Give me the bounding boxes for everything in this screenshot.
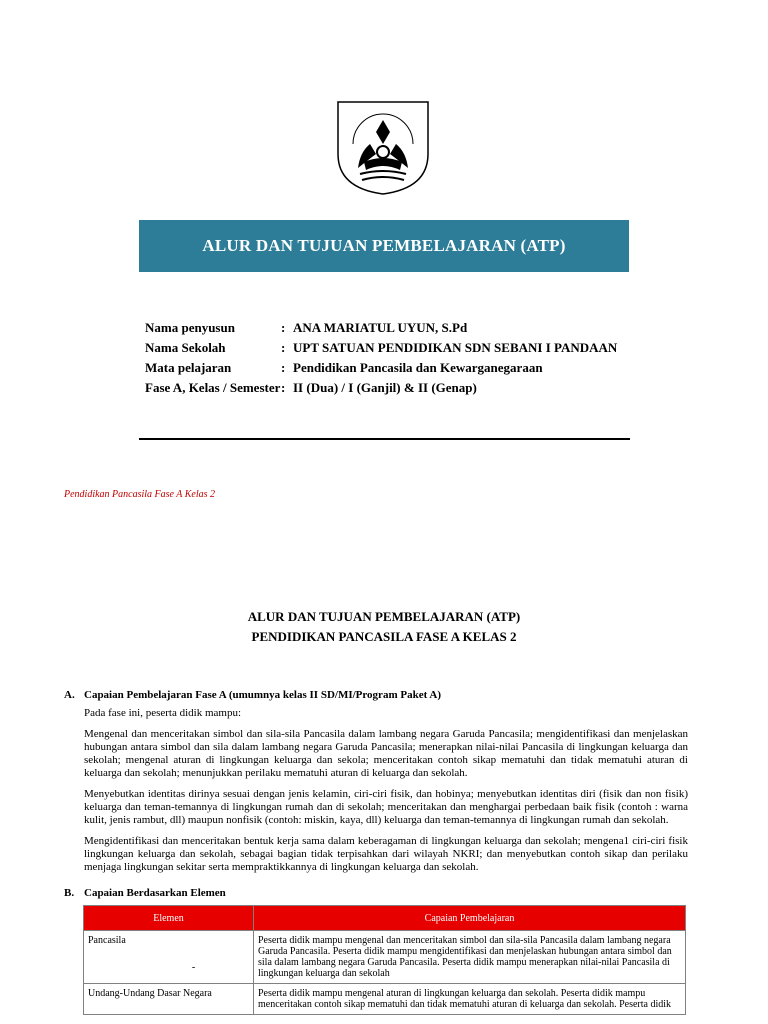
document-heading (0, 607, 768, 647)
info-colon: : (281, 380, 286, 395)
section-a-paragraph: Menyebutkan identitas dirinya sesuai dengan jenis kelamin, ciri-ciri fisik, dan hobinya; menyebutkan identitas diri (fisik dan non fisik) keluarga dan teman-temannya di lingkungan rumah dan di sekolah; menceritakan dan menghargai perbedaan baik fisik (contoh : warna kulit, jenis rambut, dll) maupun nonfisik (contoh: miskin, kaya, dll) keluarga dan teman-temannya di lingkungan rumah dan sekolah. (84, 788, 688, 826)
elemen-name: Pancasila (88, 935, 126, 946)
document-heading-line-2: PENDIDIKAN PANCASILA FASE A KELAS 2 (251, 629, 517, 644)
tut-wuri-handayani-logo (330, 92, 436, 198)
table-row (84, 984, 686, 1015)
table-header-capaian: Capaian Pembelajaran (254, 906, 686, 931)
info-value: II (Dua) / I (Ganjil) & II (Genap) (293, 380, 477, 395)
info-row-sekolah (145, 338, 617, 358)
info-block (145, 318, 617, 398)
table-header-row (84, 906, 686, 931)
info-colon: : (281, 340, 286, 355)
title-banner (139, 220, 629, 272)
horizontal-divider (139, 438, 630, 440)
info-value: Pendidikan Pancasila dan Kewarganegaraan (293, 360, 543, 375)
info-row-mapel (145, 358, 617, 378)
info-label: Nama Sekolah (145, 340, 226, 355)
table-cell-capaian: Peserta didik mampu mengenal aturan di lingkungan keluarga dan sekolah. Peserta didik mampu menceritakan contoh sikap mematuhi dan tidak mematuhi aturan di keluarga dan sekolah. Peserta didik (254, 984, 686, 1015)
info-colon: : (281, 320, 286, 335)
info-value: UPT SATUAN PENDIDIKAN SDN SEBANI I PANDAAN (293, 340, 618, 355)
info-label: Mata pelajaran (145, 360, 232, 375)
header-note: Pendidikan Pancasila Fase A Kelas 2 (64, 489, 216, 500)
table-header-elemen: Elemen (84, 906, 254, 931)
info-value: ANA MARIATUL UYUN, S.Pd (293, 320, 468, 335)
info-colon: : (281, 360, 286, 375)
info-label: Nama penyusun (145, 320, 235, 335)
table-cell-capaian: Peserta didik mampu mengenal dan menceritakan simbol dan sila-sila Pancasila dalam lambang negara Garuda Pancasila. Peserta didik mampu mengidentifikasi dan menjelaskan hubungan antara simbol dan sila dalam lambang negara Garuda Pancasila. Peserta didik mampu menerapkan nilai-nilai Pancasila di lingkungan keluarga dan sekolah (254, 931, 686, 984)
section-letter: B. (64, 887, 75, 899)
section-b-title (64, 886, 226, 900)
document-heading-line-1: ALUR DAN TUJUAN PEMBELAJARAN (ATP) (247, 609, 521, 624)
section-a-title (64, 688, 688, 702)
info-row-fase (145, 378, 617, 398)
table-row (84, 931, 686, 984)
section-letter: A. (64, 689, 75, 701)
section-title-text: Capaian Pembelajaran Fase A (umumnya kelas II SD/MI/Program Paket A) (84, 689, 441, 701)
elemen-extra: - (191, 962, 196, 973)
capaian-table (83, 905, 686, 1015)
info-label: Fase A, Kelas / Semester (145, 380, 281, 395)
info-row-penyusun (145, 318, 617, 338)
section-a-paragraph: Mengenal dan menceritakan simbol dan sila-sila Pancasila dalam lambang negara Garuda Pancasila; mengidentifikasi dan menjelaskan hubungan antara simbol dan sila dalam lambang negara Garuda Pancasila; menerapkan nilai-nilai Pancasila di lingkungan keluarga dan sekolah; mengenal aturan di lingkungan keluarga dan sekola; menceritakan contoh sikap mematuhi dan tidak mematuhi aturan di keluarga dan sekolah; menunjukkan perilaku mematuhi aturan di keluarga dan sekolah. (84, 728, 688, 779)
banner-title: ALUR DAN TUJUAN PEMBELAJARAN (ATP) (202, 236, 566, 255)
section-title-text: Capaian Berdasarkan Elemen (84, 887, 226, 899)
table-cell-elemen (84, 931, 254, 984)
section-a-paragraph: Mengidentifikasi dan menceritakan bentuk kerja sama dalam keberagaman di lingkungan keluarga dan sekolah; mengena1 ciri-ciri fisik lingkungan keluarga dan sekolah, sebagai bagian tidak terpisahkan dari wilayah NKRI; dan menyebutkan contoh sikap dan perilaku menjaga lingkungan sekitar serta mempraktikkannya di lingkungan keluarga dan sekolah. (84, 835, 688, 873)
section-a-intro: Pada fase ini, peserta didik mampu: (84, 707, 242, 719)
table-cell-elemen: Undang-Undang Dasar Negara (84, 984, 254, 1015)
section-a (64, 688, 688, 874)
